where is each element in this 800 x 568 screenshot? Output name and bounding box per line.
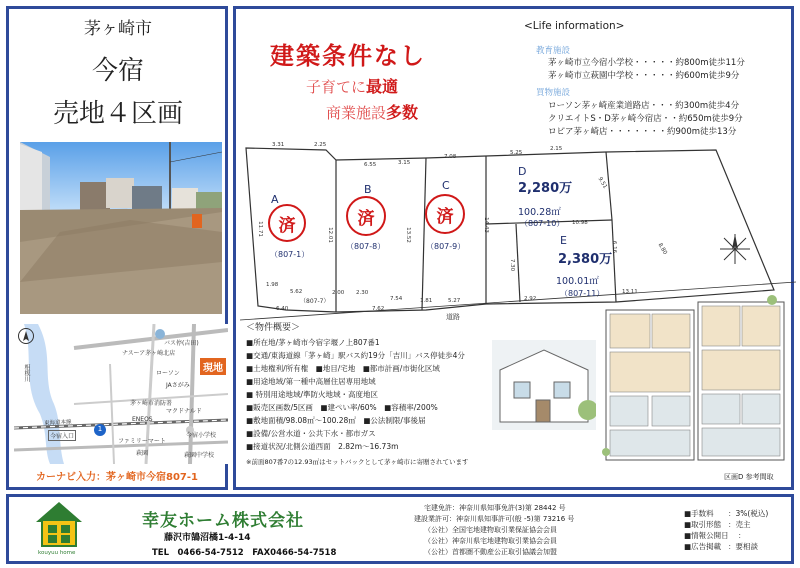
life-info-title: <Life information> xyxy=(524,20,625,32)
edu-item-0: 茅ヶ崎市立今宿小学校・・・・・約800m徒歩11分 xyxy=(548,58,745,68)
map-label-2: ローソン xyxy=(156,370,180,377)
terms-label: ■情報公開日 xyxy=(684,531,729,540)
dim-label: 11.71 xyxy=(256,221,263,237)
footer-panel xyxy=(6,494,794,564)
dim-label: 6.40 xyxy=(276,306,289,312)
map-label-1: バス停(吉田) xyxy=(164,340,199,347)
dim-label: 13.52 xyxy=(404,227,411,243)
license-line: 建設業許可：神奈川県知事許可(般 -5)第 73216 号 xyxy=(414,515,575,523)
overview-item: ■交通/東海道線「茅ヶ崎」駅バス約19分「吉川」バス停徒歩4分 xyxy=(246,351,465,360)
dim-label: 2.00 xyxy=(332,290,345,296)
map-label-12: 東海道本線 xyxy=(43,419,72,427)
terms-value: ：要相談 xyxy=(728,542,758,551)
dim-label: 10.98 xyxy=(572,220,588,226)
plot-a-lot: （807-1） xyxy=(270,250,310,259)
dim-label: 5.62 xyxy=(290,289,303,295)
house-sketch xyxy=(492,340,596,430)
compass-icon xyxy=(718,232,752,266)
map-label-6: ENEOS xyxy=(132,416,153,423)
plot-e-price: 2,380万 xyxy=(558,252,613,267)
dim-label: 6.55 xyxy=(364,162,377,168)
overview-note: ※前面807番7の12.93㎡はセットバックとして茅ヶ崎市に寄贈されています xyxy=(246,458,469,466)
map-label-11: 萩園 xyxy=(136,450,149,457)
headline-sub2-em: 多数 xyxy=(386,103,419,122)
shop-title: 買物施設 xyxy=(536,88,571,98)
company-logo-icon xyxy=(34,500,84,548)
overview-item: ■土地権利/所有権 ■地目/宅地 ■都市計画/市街化区域 xyxy=(246,364,440,373)
overview-item: ■ 特別用途地域/準防火地域・高度地区 xyxy=(246,390,378,399)
dim-label: 9.51 xyxy=(596,176,608,190)
dim-label: 13.11 xyxy=(622,289,638,295)
dim-label: 7.54 xyxy=(390,296,403,302)
dim-label: 1.98 xyxy=(266,282,279,288)
dim-label: （807-7） xyxy=(300,298,330,305)
dim-label: 1.81 xyxy=(420,298,433,304)
license-line: （公社）首都圏不動産公正取引協議会加盟 xyxy=(424,548,557,556)
company-tel: TEL 0466-54-7512 FAX0466-54-7518 xyxy=(152,548,337,558)
map-route-number: 1 xyxy=(97,425,103,433)
terms-value: ：売主 xyxy=(728,520,751,529)
dim-label: 2.92 xyxy=(524,296,537,302)
floor-plan xyxy=(602,292,788,470)
terms-label: ■取引形態 xyxy=(684,520,722,529)
headline-sub1 xyxy=(306,74,398,97)
plot-b-lot: （807-8） xyxy=(346,242,386,251)
plot-b-letter: B xyxy=(364,183,372,196)
dim-label: 7.62 xyxy=(372,306,385,312)
plot-a-sold-badge: 済 xyxy=(268,204,306,242)
map-label-4: 茅ヶ崎市消防署 xyxy=(130,400,173,407)
dim-label: 2.30 xyxy=(356,290,369,296)
dim-label: 7.08 xyxy=(444,154,457,160)
terms-value: ：3%(税込) xyxy=(728,509,769,518)
edu-item-1: 茅ヶ崎市立萩園中学校・・・・・約600m徒歩9分 xyxy=(548,71,740,81)
plot-d-price: 2,280万 xyxy=(518,181,573,196)
dim-label: 2.15 xyxy=(550,146,563,152)
plot-d-lot: （807-10） xyxy=(520,219,565,228)
overview-item: ■販売区画数/5区画 ■建ぺい率/60% ■容積率/200% xyxy=(246,403,438,412)
plot-e-lot: （807-11） xyxy=(560,289,605,298)
dim-label: 2.25 xyxy=(314,142,327,148)
plot-d-area: 100.28㎡ xyxy=(518,207,561,218)
headline-main: 建築条件なし xyxy=(270,42,426,70)
shop-item-2: ロピア茅ヶ崎店・・・・・・・約900m徒歩13分 xyxy=(548,127,737,137)
headline-sub2-text: 商業施設 xyxy=(326,104,387,122)
terms-value: ： xyxy=(738,531,746,540)
map-label-7: ファミリーマート xyxy=(118,438,166,445)
map-label-9: 萩園中学校 xyxy=(184,452,215,459)
license-line: （公社）全国宅地建物取引業保証協会会員 xyxy=(424,526,557,534)
overview-item: ■用途地域/第一種中高層住居専用地域 xyxy=(246,377,376,386)
headline-sub2 xyxy=(326,100,418,123)
map-north-arrow-icon xyxy=(18,328,34,344)
overview-item: ■所在地/茅ヶ崎市今宿字堰ノ上807番1 xyxy=(246,338,380,347)
overview-title: ＜物件概要＞ xyxy=(246,323,301,333)
floorplan-caption: 区画D 参考間取 xyxy=(724,473,774,481)
plot-c-sold-badge: 済 xyxy=(425,194,465,234)
plot-c-letter: C xyxy=(442,179,450,192)
dim-label: 5.27 xyxy=(448,298,461,304)
dim-label: 14.43 xyxy=(482,217,489,233)
terms-label: ■手数料 xyxy=(684,509,714,518)
license-line: 宅建免許：神奈川県知事免許(3)第 28442 号 xyxy=(424,504,566,512)
map-label-13: 相模川 xyxy=(23,364,30,382)
terms-label: ■広告掲載 xyxy=(684,542,722,551)
company-logo-text: kouyuu home xyxy=(38,550,76,556)
location-map xyxy=(14,324,228,464)
page-title: 売地４区画 xyxy=(52,99,183,129)
plot-b-sold-badge: 済 xyxy=(346,196,386,236)
license-line: （公社）神奈川県宅地建物取引業協会会員 xyxy=(424,537,557,545)
plot-e-area: 100.01㎡ xyxy=(556,276,599,287)
dim-label: 8.80 xyxy=(656,242,668,256)
dim-label: 12.01 xyxy=(326,227,333,243)
dim-label: 6.16 xyxy=(611,240,618,254)
map-label-10: 今宿入口 xyxy=(48,430,76,441)
overview-item: ■設備/公営水道・公共下水・都市ガス xyxy=(246,429,376,438)
dim-label: 3.15 xyxy=(398,160,411,166)
area-label: 今宿 xyxy=(91,56,144,86)
shop-item-1: クリエイトS・D茅ヶ崎今宿店・・約650m徒歩9分 xyxy=(548,114,743,124)
map-label-0: ナスーア茅ヶ崎北店 xyxy=(122,350,176,357)
overview-item: ■敷地面積/98.08㎡～100.28㎡ ■公法制限/事後届 xyxy=(246,416,426,425)
edu-title: 教育施設 xyxy=(536,46,571,56)
plot-c-lot: （807-9） xyxy=(426,242,466,251)
dim-label: 7.30 xyxy=(509,258,516,272)
company-address: 藤沢市鵠沼橘1-4-14 xyxy=(164,533,251,543)
headline-sub1-em: 最適 xyxy=(366,77,399,96)
plot-d-letter: D xyxy=(518,165,527,178)
dim-label: 3.31 xyxy=(272,142,285,148)
dim-label: 5.25 xyxy=(510,150,523,156)
overview-item: ■接道状況/北側公道西面 2.82m～16.73m xyxy=(246,442,399,451)
shop-item-0: ローソン茅ヶ崎産業道路店・・・約300m徒歩4分 xyxy=(548,101,740,111)
city-label: 茅ヶ崎市 xyxy=(84,19,152,39)
plot-a-letter: A xyxy=(271,193,279,206)
map-caption: カーナビ入力：茅ヶ崎市今宿807-1 xyxy=(36,472,198,483)
headline-sub1-text: 子育てに xyxy=(306,78,367,96)
map-here-badge: 現地 xyxy=(200,358,226,375)
road-label: 道路 xyxy=(446,313,460,321)
company-name: 幸友ホーム株式会社 xyxy=(142,511,304,531)
map-label-5: マクドナルド xyxy=(166,408,202,415)
map-label-3: JAさがみ xyxy=(166,382,190,389)
plot-e-letter: E xyxy=(560,234,567,247)
site-photo xyxy=(20,142,222,314)
map-label-8: 今宿小学校 xyxy=(186,432,217,439)
